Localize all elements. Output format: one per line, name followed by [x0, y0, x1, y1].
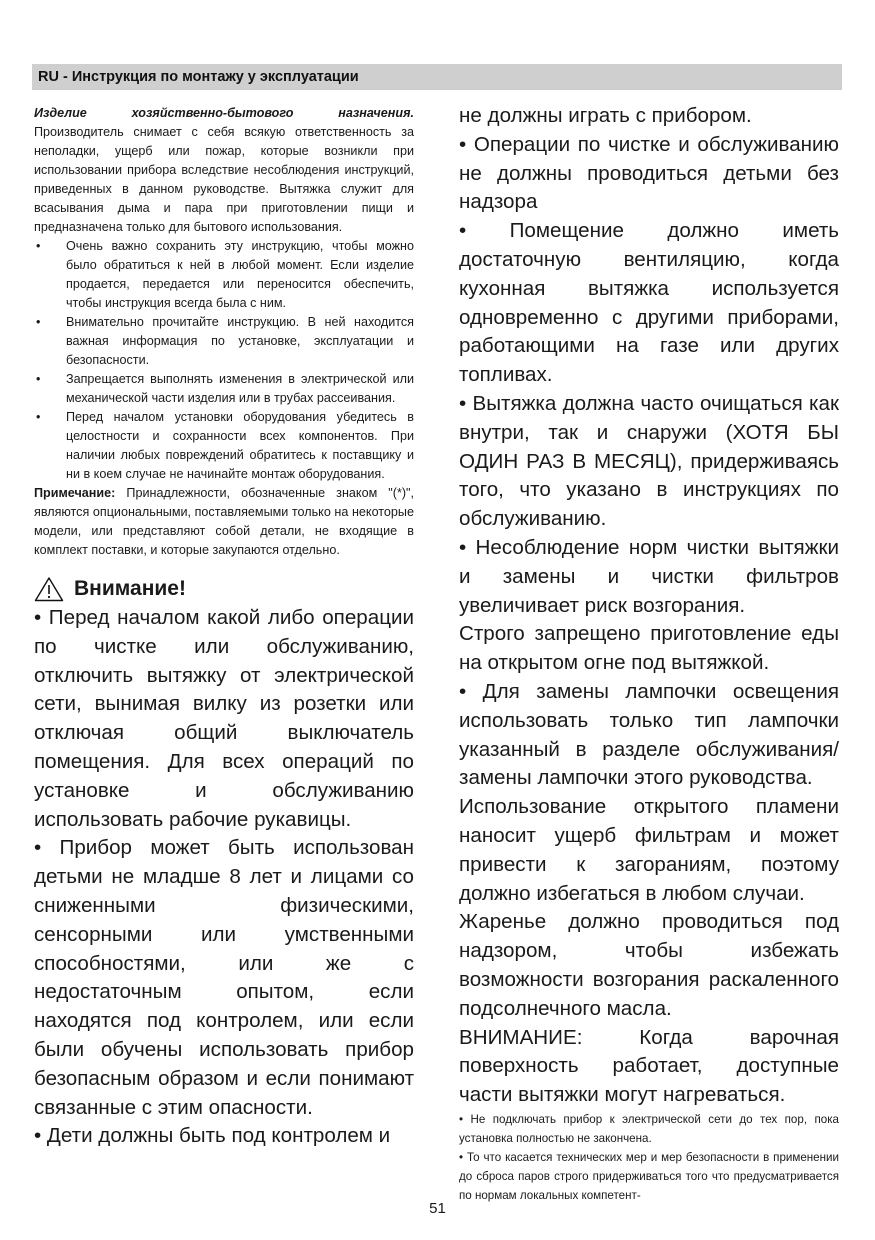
section-header-title: RU - Инструкция по монтажу у эксплуатации: [38, 69, 359, 85]
list-item: [34, 237, 414, 313]
list-item-text: Запрещается выполнять изменения в электрической или механической части изделия или в трубах рассеивания.: [66, 372, 414, 405]
fine-print-paragraph: • То что касается технических мер и мер безопасности в применении до сброса паров строго придерживаться того что предусматривается по нормам локальных компетент-: [459, 1150, 839, 1202]
instruction-list: [34, 237, 414, 484]
warning-paragraph: Жаренье должно проводиться под надзором, чтобы избежать возможности возгорания раскаленного подсолнечного масла.: [459, 910, 839, 1020]
bullet-icon: •: [36, 239, 41, 253]
warning-paragraph: не должны играть с прибором.: [459, 104, 752, 127]
warning-paragraph: Строго запрещено приготовление еды на открытом огне под вытяжкой.: [459, 622, 839, 675]
bullet-icon: •: [36, 372, 41, 386]
warning-title: Внимание!: [74, 577, 186, 600]
warning-paragraph: • Прибор может быть использован детьми не младше 8 лет и лицами со сниженными физическими, сенсорными или умственными способностями, или же с недостаточным опытом, если находятся под контролем, или если были обучены использовать прибор безопасным образом и если понимают связанные с этим опасности.: [34, 836, 414, 1119]
list-item: [34, 408, 414, 484]
bullet-icon: •: [36, 315, 41, 329]
intro-text: Производитель снимает с себя всякую ответственность за неполадки, ущерб или пожар, которые возникли при использовании прибора вследствие несоблюдения инструкций, приведенных в данном руководстве. Вытяжка служит для всасывания дыма и пара при приготовлении пищи и предназначена только для бытового использования.: [34, 125, 414, 234]
right-column: [459, 102, 839, 1205]
warning-paragraph: ВНИМАНИЕ: Когда варочная поверхность работает, доступные части вытяжки могут нагреваться.: [459, 1025, 839, 1107]
warning-triangle-icon: [34, 576, 64, 602]
list-item-text: Внимательно прочитайте инструкцию. В ней находится важная информация по установке, эксплуатации и безопасности.: [66, 315, 414, 367]
intro-lead: Изделие хозяйственно-бытового назначения.: [34, 106, 414, 120]
intro-paragraph: [34, 104, 414, 237]
note-label: Примечание:: [34, 486, 116, 500]
warning-paragraph: • Для замены лампочки освещения использовать только тип лампочки указанный в разделе обслуживания/замены лампочки этого руководства.: [459, 679, 839, 790]
list-item-text: Очень важно сохранить эту инструкцию, чтобы можно было обратиться к ней в любой момент. Если изделие продается, передается или переносится обеспечить, чтобы инструкция всегда была с ним.: [66, 239, 414, 310]
fine-print-paragraph: • Не подключать прибор к электрической сети до тех пор, пока установка полностью не закончена.: [459, 1112, 839, 1145]
warning-paragraph: • Перед началом какой либо операции по чистке или обслуживанию, отключить вытяжку от электрической сети, вынимая вилку из розетки или отключая общий выключатель помещения. Для всех операций по установке и обслуживанию использовать рабочие рукавицы.: [34, 606, 414, 831]
list-item-text: Перед началом установки оборудования убедитесь в целостности и сохранности всех компонентов. При наличии любых повреждений обратитесь к поставщику и ни в коем случае не начинайте монтаж оборудования.: [66, 410, 414, 481]
left-column: [34, 104, 414, 1151]
warning-paragraph: • Вытяжка должна часто очищаться как внутри, так и снаружи (ХОТЯ БЫ ОДИН РАЗ В МЕСЯЦ), придерживаясь того, что указано в инструкциях по обслуживанию.: [459, 391, 839, 531]
list-item: [34, 370, 414, 408]
section-header: [32, 64, 842, 90]
warning-paragraph: • Помещение должно иметь достаточную вентиляцию, когда кухонная вытяжка используется одновременно с другими приборами, работающими на газе или других топливах.: [459, 219, 839, 387]
warning-paragraph: • Несоблюдение норм чистки вытяжки и замены и чистки фильтров увеличивает риск возгорания.: [459, 535, 839, 617]
warning-paragraph: Использование открытого пламени наносит ущерб фильтрам и может привести к загораниям, поэтому должно избегаться в любом случаи.: [459, 795, 839, 905]
page-number: 51: [429, 1200, 446, 1217]
warning-heading: [34, 574, 414, 604]
warning-paragraph: • Операции по чистке и обслуживанию не должны проводиться детьми без надзора: [459, 132, 839, 214]
note-text: Принадлежности, обозначенные знаком "(*)", являются опциональными, поставляемыми только на некоторые модели, или представляют собой детали, не входящие в комплект поставки, и которые закупаются отдельно.: [34, 486, 415, 557]
list-item: [34, 313, 414, 370]
bullet-icon: •: [36, 410, 41, 424]
note-paragraph: [34, 484, 414, 560]
warning-paragraph: • Дети должны быть под контролем и: [34, 1124, 391, 1148]
